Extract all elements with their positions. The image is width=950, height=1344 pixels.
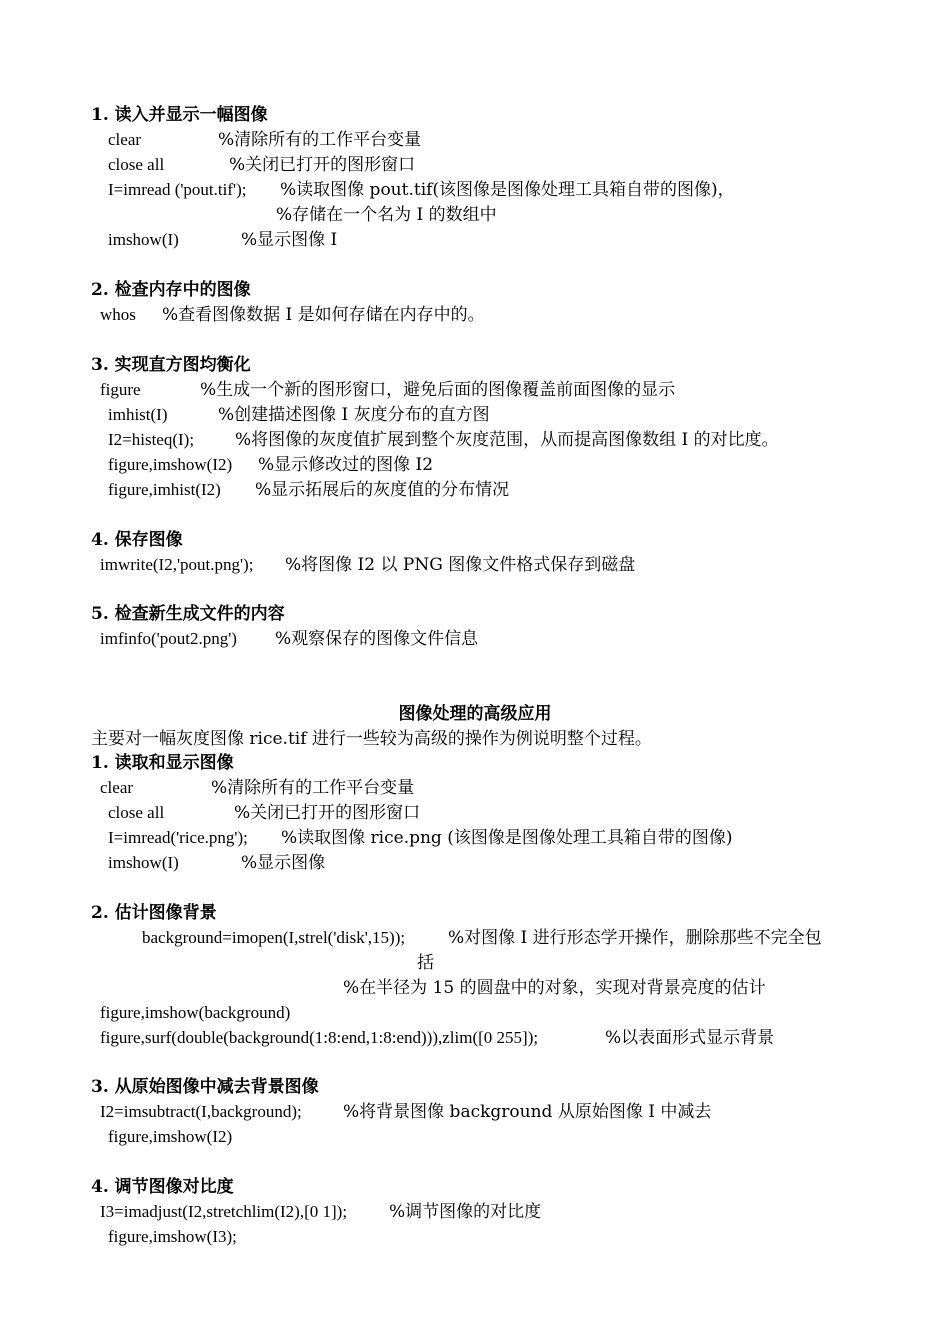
code-comment: %将背景图像 background 从原始图像 I 中减去 [343, 1102, 712, 1122]
code-text: imhist(I) [108, 405, 168, 424]
code-comment: %清除所有的工作平台变量 [211, 778, 415, 798]
code-comment: %在半径为 15 的圆盘中的对象，实现对背景亮度的估计 [343, 978, 766, 998]
code-text: imwrite(I2,'pout.png'); [100, 555, 254, 574]
code-comment: %显示图像 I [241, 230, 338, 250]
code-comment: %清除所有的工作平台变量 [218, 130, 422, 150]
code-comment: %显示修改过的图像 I2 [258, 455, 434, 475]
code-text: figure,imshow(background) [100, 1003, 291, 1022]
section-heading: 1. 读入并显示一幅图像 [91, 105, 268, 125]
section-heading: 4. 调节图像对比度 [91, 1177, 234, 1197]
code-text: figure [100, 380, 141, 399]
code-text: imshow(I) [108, 853, 179, 872]
code-text: background=imopen(I,strel('disk',15)); [142, 928, 406, 947]
code-text: clear [100, 778, 134, 797]
code-comment: 括 [417, 953, 434, 973]
code-text: clear [108, 130, 142, 149]
code-comment: %显示拓展后的灰度值的分布情况 [255, 480, 510, 500]
code-comment: %对图像 I 进行形态学开操作，删除那些不完全包 [448, 928, 822, 948]
code-text: I2=histeq(I); [108, 430, 195, 449]
code-text: figure,imshow(I3); [108, 1227, 237, 1246]
code-text: figure,imshow(I2) [108, 1127, 233, 1146]
section-heading: 1. 读取和显示图像 [91, 753, 234, 773]
code-comment: %查看图像数据 I 是如何存储在内存中的。 [162, 305, 485, 325]
code-comment: %调节图像的对比度 [389, 1202, 542, 1222]
section-heading: 3. 从原始图像中减去背景图像 [91, 1077, 319, 1097]
section-heading: 5. 检查新生成文件的内容 [91, 604, 285, 624]
code-text: whos [100, 305, 136, 324]
section-heading: 2. 估计图像背景 [91, 903, 217, 923]
code-comment: %关闭已打开的图形窗口 [234, 803, 421, 823]
code-text: I2=imsubtract(I,background); [100, 1102, 302, 1121]
code-text: figure,imhist(I2) [108, 480, 221, 499]
code-text: figure,surf(double(background(1:8:end,1:8:end))),zlim([0 255]); [100, 1028, 539, 1047]
advanced-title: 图像处理的高级应用 [398, 704, 552, 724]
code-comment: %关闭已打开的图形窗口 [229, 155, 416, 175]
code-text: close all [108, 155, 165, 174]
intro-text: 主要对一幅灰度图像 rice.tif 进行一些较为高级的操作为例说明整个过程。 [91, 729, 652, 749]
code-comment: %创建描述图像 I 灰度分布的直方图 [218, 405, 490, 425]
code-comment: %显示图像 [241, 853, 326, 873]
code-text: figure,imshow(I2) [108, 455, 233, 474]
code-comment: %生成一个新的图形窗口，避免后面的图像覆盖前面图像的显示 [200, 380, 676, 400]
code-comment: %读取图像 pout.tif(该图像是图像处理工具箱自带的图像)， [280, 180, 735, 200]
code-comment: %以表面形式显示背景 [605, 1028, 775, 1048]
section-heading: 4. 保存图像 [91, 530, 183, 550]
code-comment: %将图像的灰度值扩展到整个灰度范围，从而提高图像数组 I 的对比度。 [235, 430, 779, 450]
code-text: I3=imadjust(I2,stretchlim(I2),[0 1]); [100, 1202, 348, 1221]
code-text: close all [108, 803, 165, 822]
code-text: I=imread ('pout.tif'); [108, 180, 247, 199]
code-text: I=imread('rice.png'); [108, 828, 248, 847]
code-comment: %将图像 I2 以 PNG 图像文件格式保存到磁盘 [285, 555, 636, 575]
code-comment: %观察保存的图像文件信息 [275, 629, 479, 649]
code-comment: %读取图像 rice.png (该图像是图像处理工具箱自带的图像) [281, 828, 733, 848]
code-text: imshow(I) [108, 230, 179, 249]
code-comment: %存储在一个名为 I 的数组中 [276, 205, 497, 225]
code-text: imfinfo('pout2.png') [100, 629, 237, 648]
section-heading: 3. 实现直方图均衡化 [91, 355, 251, 375]
section-heading: 2. 检查内存中的图像 [91, 280, 251, 300]
